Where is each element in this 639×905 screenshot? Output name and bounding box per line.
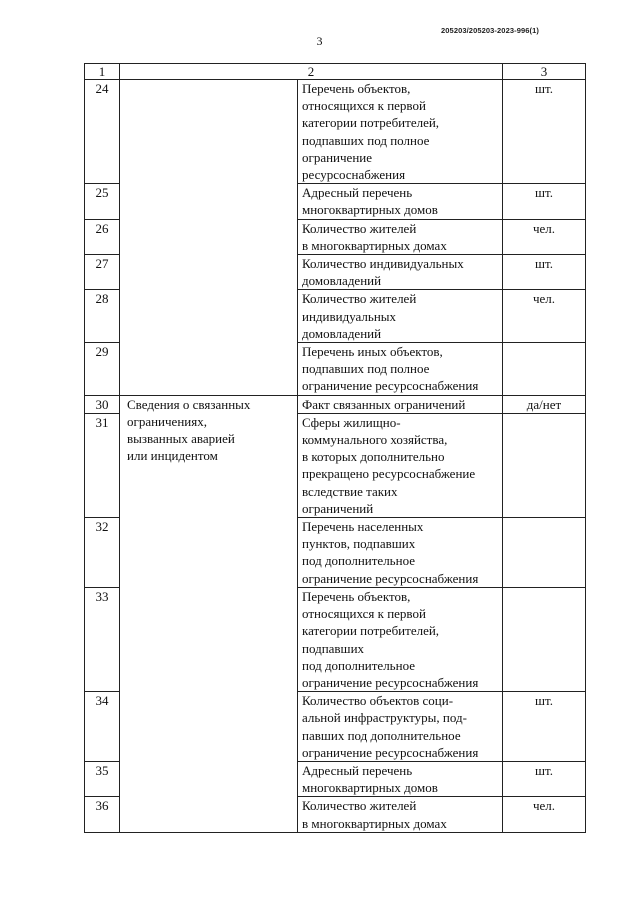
unit-cell: чел. — [503, 290, 586, 343]
indicator-name: Адресный перечень многоквартирных домов — [298, 184, 503, 219]
row-number: 28 — [85, 290, 120, 343]
section-title: Сведения о связанных ограничениях, вызванных аварией или инцидентом — [120, 395, 298, 832]
indicator-name: Количество жителей в многоквартирных домах — [298, 219, 503, 254]
unit-cell: шт. — [503, 692, 586, 762]
data-table — [84, 63, 586, 833]
table-row — [85, 80, 586, 184]
indicator-name: Сферы жилищно- коммунального хозяйства, в которых дополнительно прекращено ресурсоснабжение вследствие таких ограничений — [298, 413, 503, 517]
section-cell-continued — [120, 80, 298, 396]
unit-cell — [503, 413, 586, 517]
row-number: 30 — [85, 395, 120, 413]
unit-cell: да/нет — [503, 395, 586, 413]
column-number-2: 2 — [120, 64, 503, 80]
row-number: 31 — [85, 413, 120, 517]
column-number-1: 1 — [85, 64, 120, 80]
page-number: 3 — [316, 34, 323, 48]
unit-cell: шт. — [503, 761, 586, 796]
row-number: 35 — [85, 761, 120, 796]
indicator-name: Количество жителей в многоквартирных домах — [298, 797, 503, 832]
unit-cell: шт. — [503, 255, 586, 290]
unit-cell: чел. — [503, 219, 586, 254]
indicator-name: Факт связанных ограничений — [298, 395, 503, 413]
row-number: 24 — [85, 80, 120, 184]
table-header-row — [85, 64, 586, 80]
row-number: 27 — [85, 255, 120, 290]
unit-cell — [503, 343, 586, 396]
row-number: 36 — [85, 797, 120, 832]
unit-cell: чел. — [503, 797, 586, 832]
indicator-name: Перечень объектов, относящихся к первой категории потребителей, подпавших под полное ограничение ресурсоснабжения — [298, 80, 503, 184]
unit-cell: шт. — [503, 80, 586, 184]
indicator-name: Перечень иных объектов, подпавших под полное ограничение ресурсоснабжения — [298, 343, 503, 396]
unit-cell — [503, 587, 586, 691]
indicator-name: Количество жителей индивидуальных домовладений — [298, 290, 503, 343]
document-id: 205203/205203-2023-996(1) — [441, 26, 539, 35]
indicator-name: Адресный перечень многоквартирных домов — [298, 761, 503, 796]
indicator-name: Количество индивидуальных домовладений — [298, 255, 503, 290]
unit-cell: шт. — [503, 184, 586, 219]
indicator-name: Количество объектов соци- альной инфраструктуры, под- павших под дополнительное ограничение ресурсоснабжения — [298, 692, 503, 762]
table-row — [85, 395, 586, 413]
indicator-name: Перечень объектов, относящихся к первой категории потребителей, подпавших под дополнительное ограничение ресурсоснабжения — [298, 587, 503, 691]
row-number: 32 — [85, 518, 120, 588]
column-number-3: 3 — [503, 64, 586, 80]
row-number: 33 — [85, 587, 120, 691]
row-number: 25 — [85, 184, 120, 219]
indicator-name: Перечень населенных пунктов, подпавших под дополнительное ограничение ресурсоснабжения — [298, 518, 503, 588]
row-number: 34 — [85, 692, 120, 762]
row-number: 26 — [85, 219, 120, 254]
unit-cell — [503, 518, 586, 588]
row-number: 29 — [85, 343, 120, 396]
